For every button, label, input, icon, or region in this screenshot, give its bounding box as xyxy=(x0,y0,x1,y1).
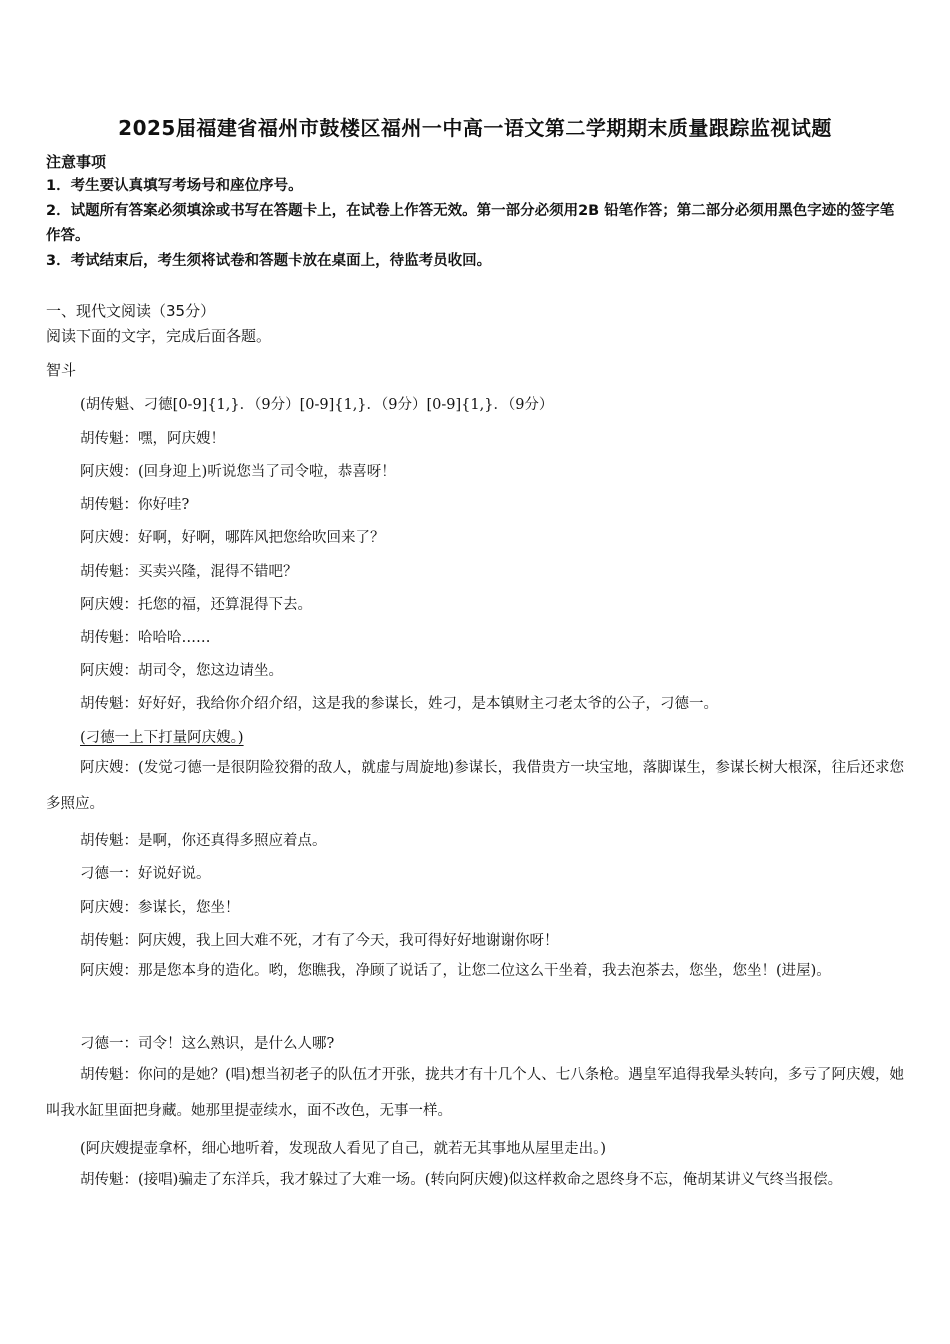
section-heading: 一、现代文阅读（35分） xyxy=(46,302,216,320)
dialogue-line: 胡传魁：你好哇? xyxy=(80,497,190,513)
dialogue-paragraph: 阿庆嫂：那是您本身的造化。哟，您瞧我，净顾了说话了，让您二位这么干坐着，我去泡茶去，您坐，您坐！(进屋)。 xyxy=(80,963,831,979)
dialogue-line: 阿庆嫂：托您的福，还算混得下去。 xyxy=(80,597,312,613)
dialogue-line: 阿庆嫂：好啊，好啊，哪阵风把您给吹回来了？ xyxy=(80,530,385,546)
notice-heading: 注意事项 xyxy=(46,153,107,171)
dialogue-line: 刁德一：司令！这么熟识，是什么人哪? xyxy=(80,1036,335,1052)
dialogue-line: 胡传魁：是啊，你还真得多照应着点。 xyxy=(80,833,327,849)
stage-direction: (阿庆嫂提壶拿杯，细心地听着，发现敌人看见了自己，就若无其事地从屋里走出。) xyxy=(80,1141,607,1157)
dialogue-line: 阿庆嫂：胡司令，您这边请坐。 xyxy=(80,663,283,679)
dialogue-line: 阿庆嫂：参谋长，您坐！ xyxy=(80,900,240,916)
reading-instruction: 阅读下面的文字，完成后面各题。 xyxy=(46,327,272,345)
dialogue-line: 胡传魁：买卖兴隆，混得不错吧？ xyxy=(80,564,298,580)
notice-item: 2．试题所有答案必须填涂或书写在答题卡上，在试卷上作答无效。第一部分必须用2B 铅笔作答；第二部分必须用黑色字迹的签字笔作答。 xyxy=(46,203,895,244)
dialogue-paragraph: 阿庆嫂：(发觉刁德一是很阴险狡猾的敌人，就虚与周旋地)参谋长，我借贵方一块宝地，落脚谋生，参谋长树大根深，往后还求您多照应。 xyxy=(46,760,904,812)
dialogue-line: 胡传魁：阿庆嫂，我上回大难不死，才有了今天，我可得好好地谢谢你呀！ xyxy=(80,933,559,949)
stage-direction: (刁德一上下打量阿庆嫂。) xyxy=(80,730,244,746)
page-title: 2025届福建省福州市鼓楼区福州一中高一语文第二学期期末质量跟踪监视试题 xyxy=(118,116,832,140)
dialogue-line: 阿庆嫂：(回身迎上)听说您当了司令啦，恭喜呀！ xyxy=(80,464,396,480)
dialogue-paragraph: 胡传魁：(接唱)骗走了东洋兵，我才躲过了大难一场。(转向阿庆嫂)似这样救命之恩终身不忘，俺胡某讲义气终当报偿。 xyxy=(80,1172,843,1188)
dialogue-line: 胡传魁：嘿，阿庆嫂！ xyxy=(80,431,225,447)
play-title: 智斗 xyxy=(46,361,77,379)
dialogue-line: 刁德一：好说好说。 xyxy=(80,866,211,882)
notice-item: 1．考生要认真填写考场号和座位序号。 xyxy=(46,178,303,194)
dialogue-line: 胡传魁：哈哈哈…… xyxy=(80,630,211,646)
dialogue-line: 胡传魁：好好好，我给你介绍介绍，这是我的参谋长，姓刁，是本镇财主刁老太爷的公子，刁德一。 xyxy=(80,696,718,712)
dialogue-paragraph: 胡传魁：你问的是她？(唱)想当初老子的队伍才开张，拢共才有十几个人、七八条枪。遇皇军追得我晕头转向，多亏了阿庆嫂，她叫我水缸里面把身藏。她那里提壶续水，面不改色，无事一样。 xyxy=(46,1067,904,1119)
notice-item: 3．考试结束后，考生须将试卷和答题卡放在桌面上，待监考员收回。 xyxy=(46,253,492,269)
dialogue-line: (胡传魁、刁德[0-9]{1,}．（9分）[0-9]{1,}．（9分）[0-9]{1,}．（9分） xyxy=(80,397,554,413)
